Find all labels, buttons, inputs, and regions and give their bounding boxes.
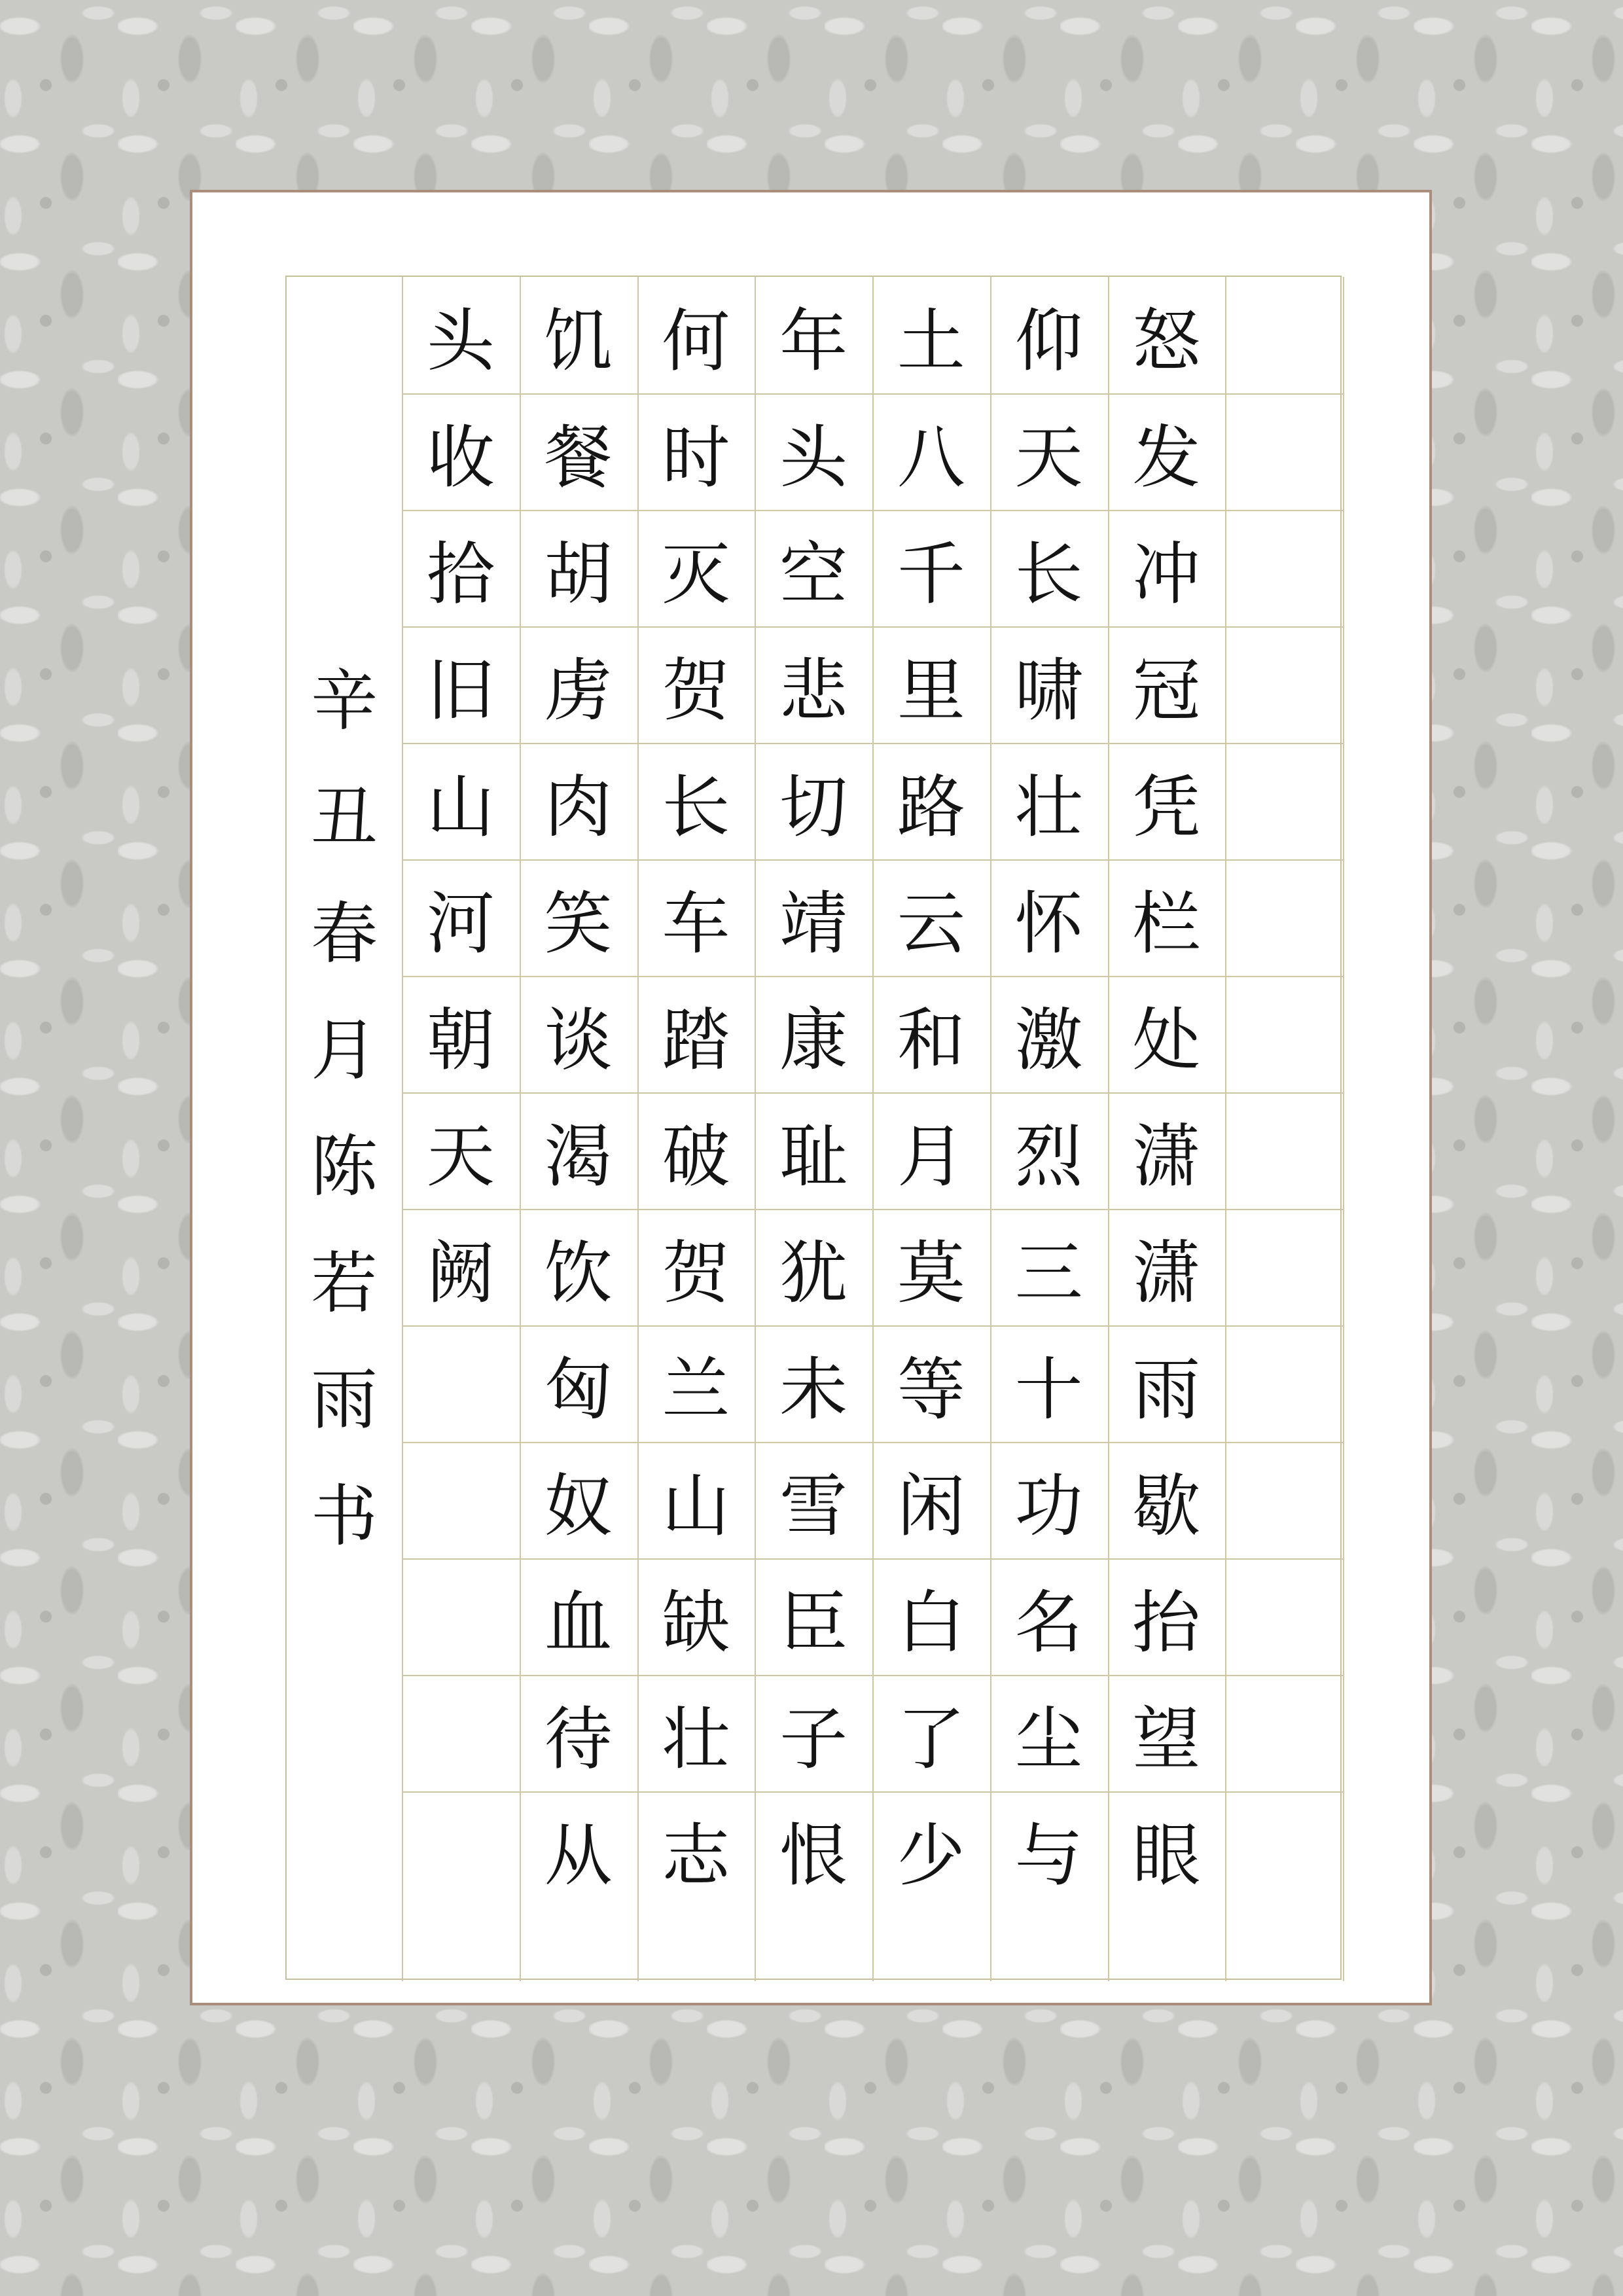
- char-cell: 眼: [1132, 1816, 1201, 1895]
- char-cell: 饥: [544, 301, 613, 381]
- char-cell: 雪: [779, 1466, 848, 1546]
- char-cell: 云: [897, 884, 965, 963]
- char-cell: 耻: [779, 1117, 848, 1196]
- signature-char: 雨: [311, 1361, 378, 1439]
- char-cell: 长: [1014, 534, 1083, 614]
- char-cell: 旧: [426, 651, 495, 730]
- char-cell: 恨: [779, 1816, 848, 1895]
- char-cell: 头: [426, 301, 495, 381]
- char-cell: 朝: [426, 1000, 495, 1080]
- char-cell: 栏: [1132, 884, 1201, 963]
- char-cell: 谈: [544, 1000, 613, 1080]
- char-cell: [402, 1675, 520, 1791]
- char-cell: 烈: [1014, 1117, 1083, 1196]
- char-cell: 长: [662, 767, 730, 847]
- char-cell: 收: [426, 418, 495, 497]
- text-column: [872, 277, 990, 1979]
- char-cell: 血: [544, 1583, 613, 1662]
- char-cell: 何: [662, 301, 730, 381]
- text-column: [637, 277, 755, 1979]
- char-cell: 未: [779, 1350, 848, 1429]
- char-cell: 肉: [544, 767, 613, 847]
- char-cell: 年: [779, 301, 848, 381]
- char-cell: 匈: [544, 1350, 613, 1429]
- char-cell: 餐: [544, 418, 613, 497]
- char-cell: 踏: [662, 1000, 730, 1080]
- char-cell: 白: [897, 1583, 965, 1662]
- char-cell: 八: [897, 418, 965, 497]
- text-column: [755, 277, 872, 1979]
- text-column: [520, 277, 637, 1979]
- grid-vline: [1343, 277, 1344, 1981]
- char-cell: 河: [426, 884, 495, 963]
- char-cell: 激: [1014, 1000, 1083, 1080]
- char-cell: 空: [779, 534, 848, 614]
- char-cell: 与: [1014, 1816, 1083, 1895]
- char-cell: 从: [544, 1816, 613, 1895]
- char-cell: 里: [897, 651, 965, 730]
- writing-grid: [285, 276, 1342, 1980]
- char-cell: 潇: [1132, 1233, 1201, 1313]
- char-cell: 冠: [1132, 651, 1201, 730]
- text-column: [402, 277, 520, 1979]
- char-cell: 功: [1014, 1466, 1083, 1546]
- char-cell: 阙: [426, 1233, 495, 1313]
- char-cell: 切: [779, 767, 848, 847]
- char-cell: 灭: [662, 534, 730, 614]
- char-cell: 土: [897, 301, 965, 381]
- char-cell: 歇: [1132, 1466, 1201, 1546]
- char-cell: [402, 1558, 520, 1675]
- signature-char: 陈: [311, 1128, 378, 1206]
- char-cell: 壮: [662, 1699, 730, 1779]
- char-cell: 雨: [1132, 1350, 1201, 1429]
- char-cell: 壮: [1014, 767, 1083, 847]
- char-cell: 啸: [1014, 651, 1083, 730]
- char-cell: [402, 1791, 520, 1908]
- signature-char: 辛: [311, 662, 378, 740]
- char-cell: [402, 1442, 520, 1558]
- char-cell: 发: [1132, 418, 1201, 497]
- char-cell: 怀: [1014, 884, 1083, 963]
- char-cell: 天: [1014, 418, 1083, 497]
- char-cell: 怒: [1132, 301, 1201, 381]
- char-cell: 子: [779, 1699, 848, 1779]
- char-cell: 望: [1132, 1699, 1201, 1779]
- char-cell: 潇: [1132, 1117, 1201, 1196]
- char-cell: 和: [897, 1000, 965, 1080]
- char-cell: 饮: [544, 1233, 613, 1313]
- char-cell: 了: [897, 1699, 965, 1779]
- char-cell: 千: [897, 534, 965, 614]
- char-cell: 拾: [426, 534, 495, 614]
- char-cell: 名: [1014, 1583, 1083, 1662]
- char-cell: 冲: [1132, 534, 1201, 614]
- signature-char: 月: [311, 1012, 378, 1090]
- char-cell: 闲: [897, 1466, 965, 1546]
- signature-char: 若: [311, 1245, 378, 1323]
- char-cell: 凭: [1132, 767, 1201, 847]
- char-cell: 待: [544, 1699, 613, 1779]
- char-cell: 悲: [779, 651, 848, 730]
- char-cell: 臣: [779, 1583, 848, 1662]
- char-cell: 路: [897, 767, 965, 847]
- char-cell: 笑: [544, 884, 613, 963]
- char-cell: 月: [897, 1117, 965, 1196]
- char-cell: 头: [779, 418, 848, 497]
- text-column: [1108, 277, 1226, 1979]
- char-cell: 少: [897, 1816, 965, 1895]
- char-cell: 山: [662, 1466, 730, 1546]
- char-cell: 仰: [1014, 301, 1083, 381]
- char-cell: 渴: [544, 1117, 613, 1196]
- char-cell: 贺: [662, 1233, 730, 1313]
- char-cell: 十: [1014, 1350, 1083, 1429]
- signature-char: 春: [311, 895, 378, 973]
- char-cell: 胡: [544, 534, 613, 614]
- char-cell: 虏: [544, 651, 613, 730]
- char-cell: 靖: [779, 884, 848, 963]
- text-column: [990, 277, 1108, 1979]
- signature-char: 丑: [311, 779, 378, 857]
- signature-column: [287, 277, 402, 1979]
- char-cell: 破: [662, 1117, 730, 1196]
- char-cell: 处: [1132, 1000, 1201, 1080]
- char-cell: 贺: [662, 651, 730, 730]
- char-cell: 车: [662, 884, 730, 963]
- char-cell: 缺: [662, 1583, 730, 1662]
- char-cell: 天: [426, 1117, 495, 1196]
- char-cell: 三: [1014, 1233, 1083, 1313]
- grid-vline: [1225, 277, 1226, 1981]
- char-cell: 康: [779, 1000, 848, 1080]
- char-cell: 莫: [897, 1233, 965, 1313]
- char-cell: 兰: [662, 1350, 730, 1429]
- char-cell: 等: [897, 1350, 965, 1429]
- char-cell: 尘: [1014, 1699, 1083, 1779]
- char-cell: 抬: [1132, 1583, 1201, 1662]
- char-cell: [402, 1325, 520, 1442]
- char-cell: 犹: [779, 1233, 848, 1313]
- char-cell: 奴: [544, 1466, 613, 1546]
- char-cell: 志: [662, 1816, 730, 1895]
- signature-char: 书: [311, 1478, 378, 1556]
- char-cell: 时: [662, 418, 730, 497]
- char-cell: 山: [426, 767, 495, 847]
